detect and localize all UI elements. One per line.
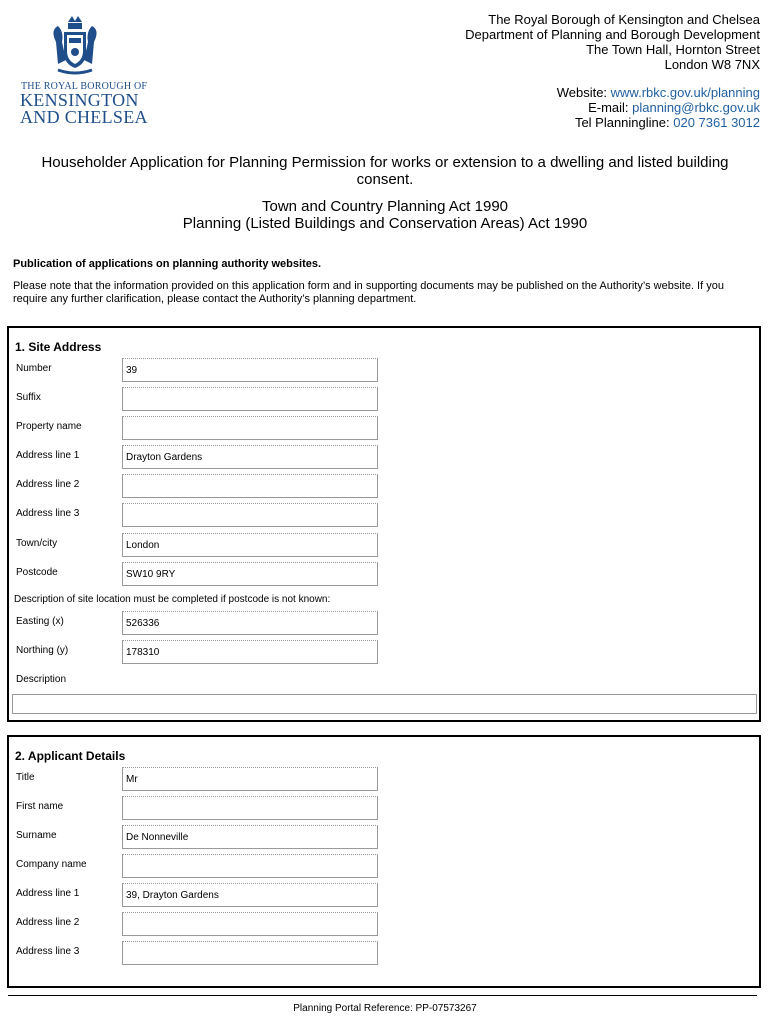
suffix-field[interactable] (122, 387, 378, 411)
address-line-2-field[interactable] (122, 474, 378, 498)
site-address-heading: 1. Site Address (15, 340, 102, 354)
tel-number: 020 7361 3012 (673, 115, 760, 130)
applicant-address-line-2-field[interactable] (122, 912, 378, 936)
address-line-2-label: Address line 2 (16, 479, 80, 490)
number-label: Number (16, 363, 52, 374)
email-link[interactable]: planning@rbkc.gov.uk (632, 100, 760, 115)
applicant-address-line-1-label: Address line 1 (16, 888, 80, 899)
northing-field[interactable]: 178310 (122, 640, 378, 664)
address-line-3-label: Address line 3 (16, 508, 80, 519)
surname-field[interactable]: De Nonneville (122, 825, 378, 849)
address-line: The Royal Borough of Kensington and Chelsea (488, 12, 760, 27)
applicant-details-section (7, 735, 761, 988)
location-note: Description of site location must be completed if postcode is not known: (14, 594, 331, 605)
applicant-address-line-2-label: Address line 2 (16, 917, 80, 928)
postcode-label: Postcode (16, 567, 58, 578)
applicant-heading: 2. Applicant Details (15, 749, 126, 763)
title-field[interactable]: Mr (122, 767, 378, 791)
address-line-3-field[interactable] (122, 503, 378, 527)
act-1: Town and Country Planning Act 1990 (262, 198, 508, 215)
email-label: E-mail: (588, 100, 633, 115)
number-field[interactable]: 39 (122, 358, 378, 382)
legislation (0, 198, 770, 232)
easting-label: Easting (x) (16, 616, 64, 627)
footer-divider (8, 995, 757, 996)
suffix-label: Suffix (16, 392, 41, 403)
first-name-label: First name (16, 801, 64, 812)
northing-label: Northing (y) (16, 645, 69, 656)
first-name-field[interactable] (122, 796, 378, 820)
applicant-address-line-3-field[interactable] (122, 941, 378, 965)
description-label: Description (16, 674, 67, 685)
postcode-field[interactable]: SW10 9RY (122, 562, 378, 586)
portal-reference: Planning Portal Reference: PP-07573267 (293, 1003, 477, 1014)
site-address-section (7, 326, 761, 722)
website-label: Website: (556, 85, 611, 100)
surname-label: Surname (16, 830, 57, 841)
town-city-label: Town/city (16, 538, 58, 549)
logo-line-2: AND CHELSEA (20, 107, 148, 127)
address-line: London W8 7NX (664, 57, 760, 72)
address-line: The Town Hall, Hornton Street (586, 42, 760, 57)
company-name-field[interactable] (122, 854, 378, 878)
company-name-label: Company name (16, 859, 87, 870)
contact-details (557, 85, 760, 130)
logo-caption: THE ROYAL BOROUGH OF (21, 81, 148, 92)
website-link[interactable]: www.rbkc.gov.uk/planning (610, 85, 760, 100)
logo-line-1: KENSINGTON (20, 90, 139, 110)
property-name-label: Property name (16, 421, 82, 432)
publication-note: Please note that the information provided on this application form and in supporting documents may be published on the Authority’s website. If you require any further clarification, please contact the Authority’s planning department. (13, 280, 724, 305)
address-line-1-label: Address line 1 (16, 450, 80, 461)
form-title-line-1: Householder Application for Planning Permission for works or extension to a dwelling and listed building (41, 154, 729, 171)
act-2: Planning (Listed Buildings and Conservation Areas) Act 1990 (182, 215, 588, 232)
council-address (465, 12, 760, 72)
address-line: Department of Planning and Borough Development (465, 27, 760, 42)
logo-wordmark (20, 92, 148, 126)
address-line-1-field[interactable]: Drayton Gardens (122, 445, 378, 469)
title-label: Title (16, 772, 35, 783)
borough-crest-logo (44, 12, 106, 78)
form-title-line-2: consent. (356, 171, 414, 188)
easting-field[interactable]: 526336 (122, 611, 378, 635)
publication-heading: Publication of applications on planning authority websites. (13, 258, 322, 270)
description-field[interactable] (12, 694, 757, 714)
form-title (0, 154, 770, 188)
applicant-address-line-1-field[interactable]: 39, Drayton Gardens (122, 883, 378, 907)
tel-label: Tel Planningline: (574, 115, 674, 130)
town-city-field[interactable]: London (122, 533, 378, 557)
property-name-field[interactable] (122, 416, 378, 440)
applicant-address-line-3-label: Address line 3 (16, 946, 80, 957)
